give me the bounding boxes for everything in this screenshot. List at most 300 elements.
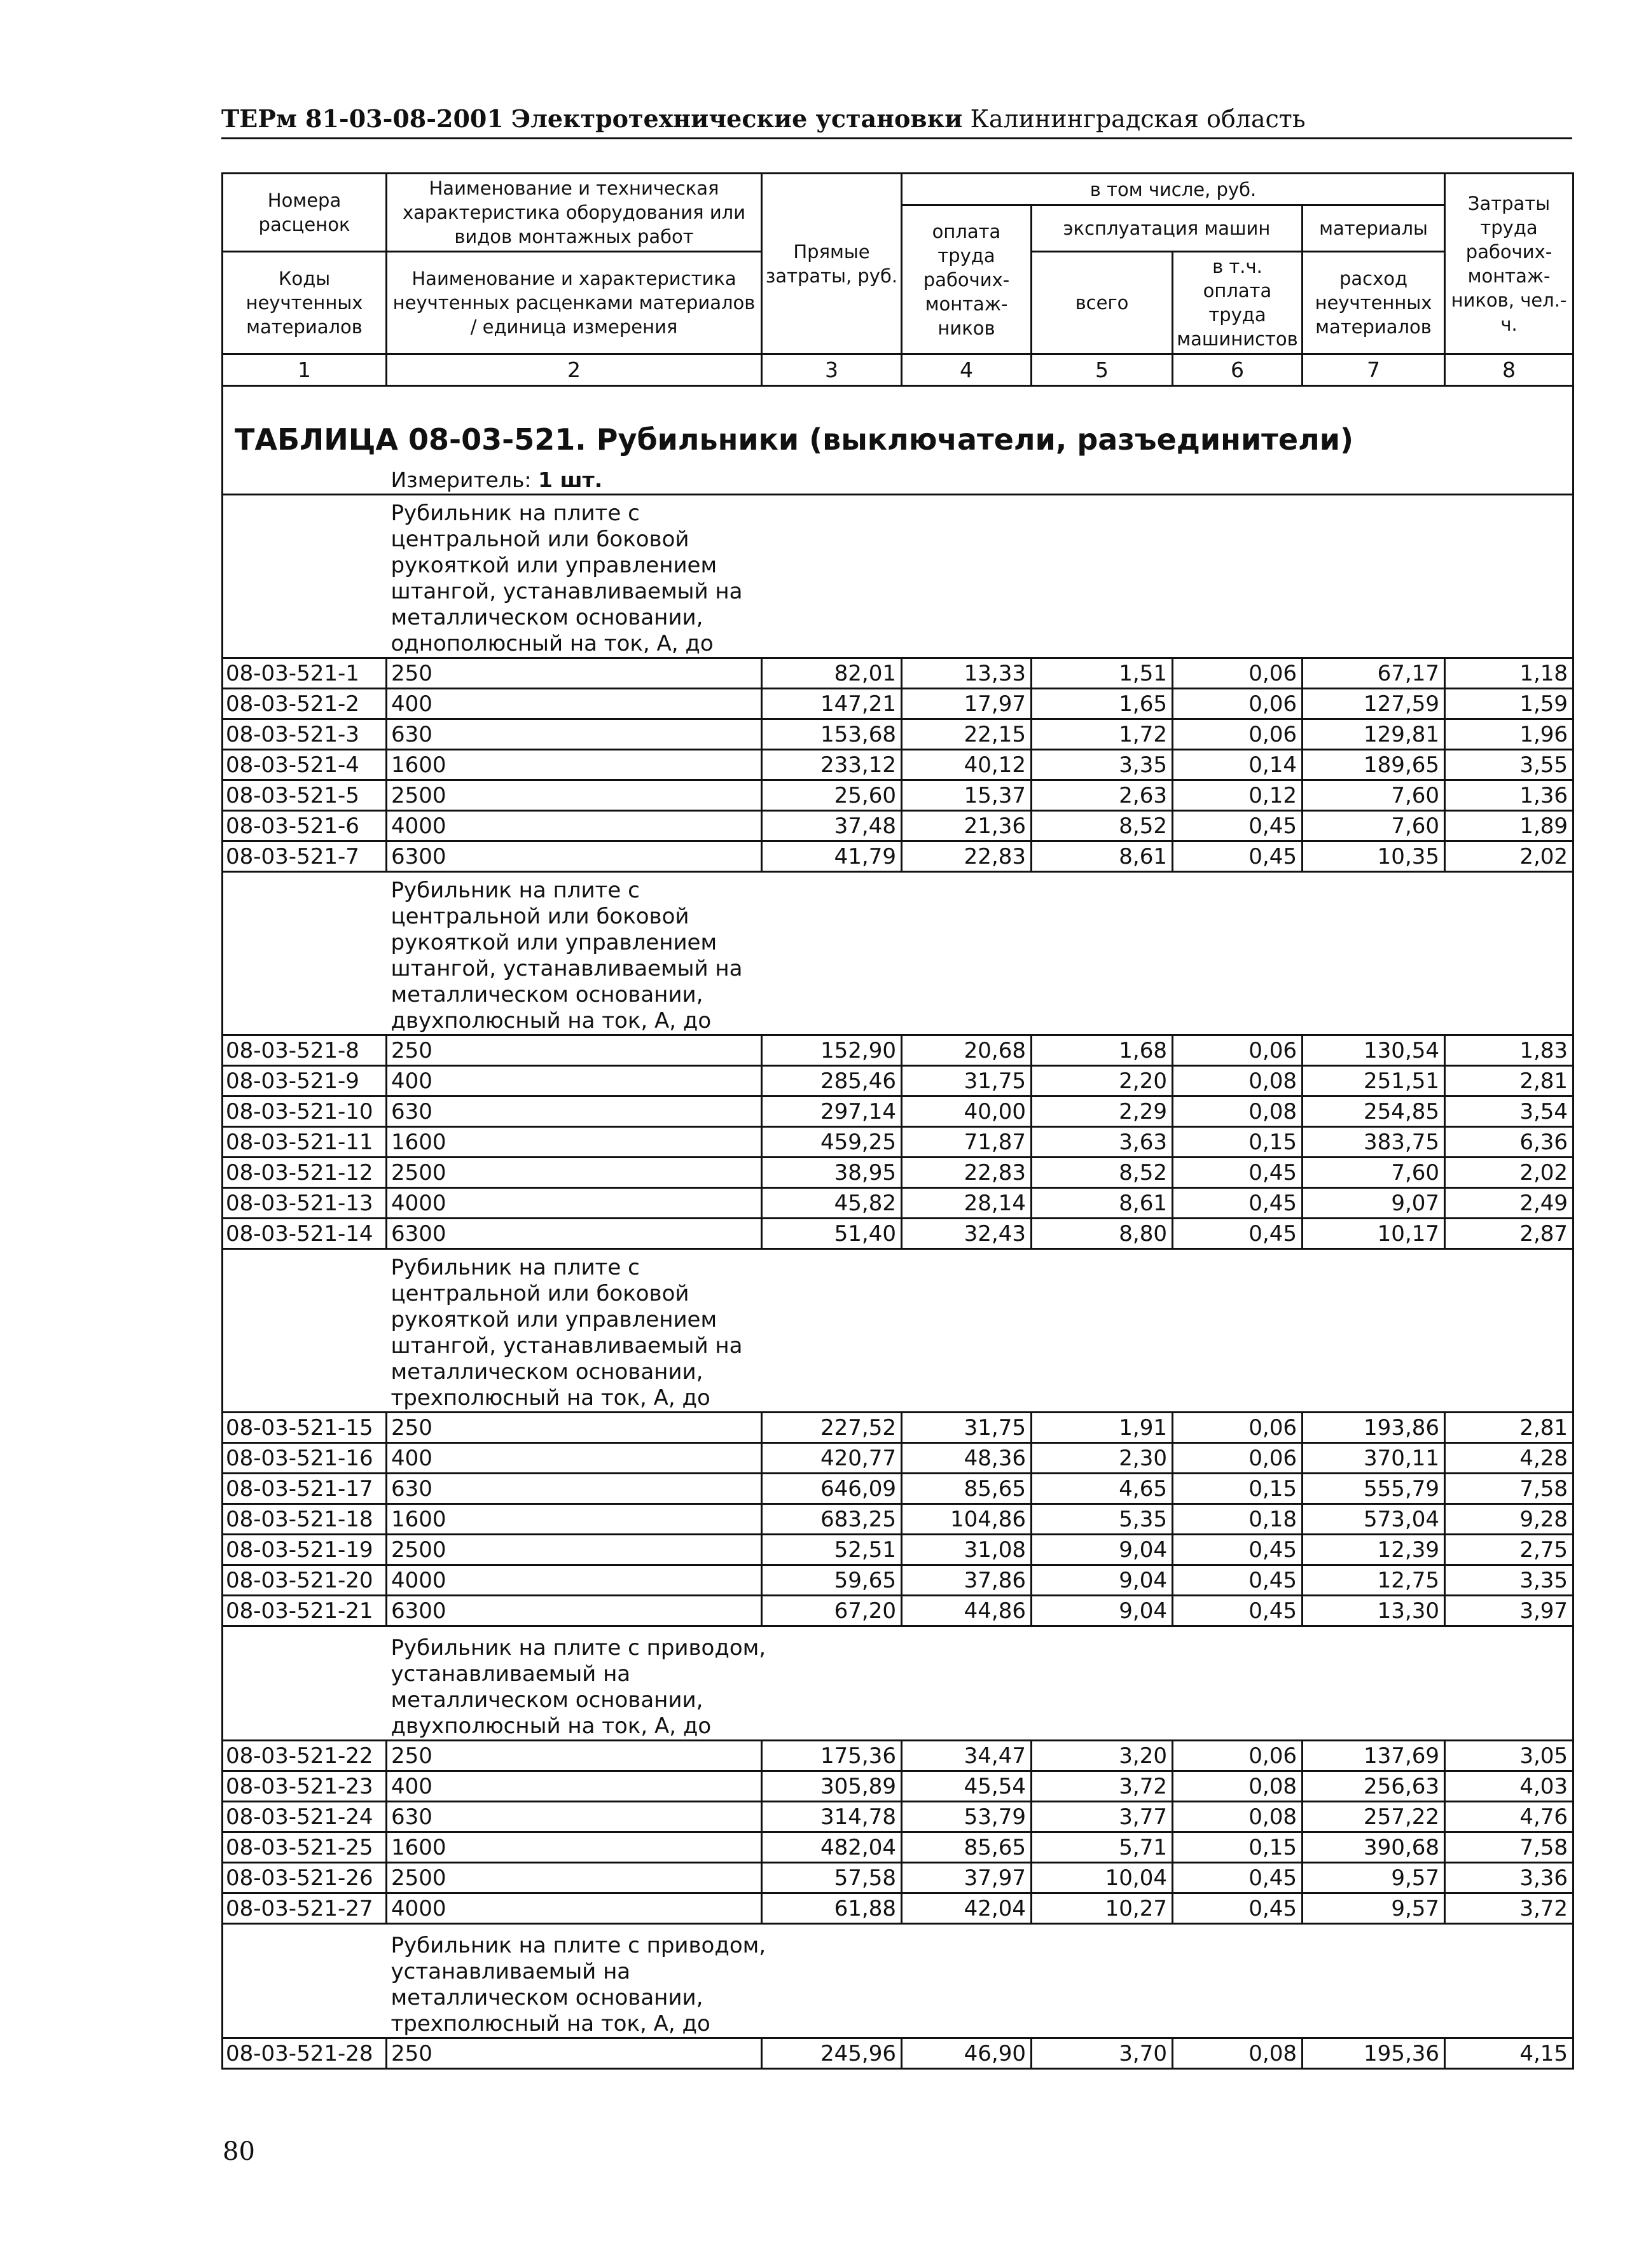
header-machine-operation: эксплуатация машин (1032, 205, 1303, 252)
machinist-pay-cell: 0,45 (1173, 811, 1303, 841)
column-number: 3 (762, 354, 902, 386)
labor-costs-cell: 1,59 (1445, 689, 1573, 719)
worker-pay-cell: 46,90 (902, 2038, 1032, 2069)
current-rating-cell: 4000 (387, 811, 762, 841)
materials-cell: 10,17 (1303, 1219, 1445, 1249)
machine-total-cell: 3,20 (1032, 1741, 1173, 1771)
rate-code-cell: 08-03-521-15 (223, 1413, 387, 1443)
materials-cell: 7,60 (1303, 811, 1445, 841)
rate-code-cell: 08-03-521-5 (223, 780, 387, 811)
machinist-pay-cell: 0,45 (1173, 1565, 1303, 1596)
header-total: всего (1032, 252, 1173, 354)
current-rating-cell: 2500 (387, 1863, 762, 1893)
labor-costs-cell: 2,75 (1445, 1535, 1573, 1565)
worker-pay-cell: 44,86 (902, 1596, 1032, 1626)
labor-costs-cell: 4,28 (1445, 1443, 1573, 1474)
table-row (223, 1832, 1573, 1863)
table-row (223, 689, 1573, 719)
table-row (223, 1565, 1573, 1596)
document-title: Электротехнические установки (511, 104, 963, 133)
rate-code-cell: 08-03-521-16 (223, 1443, 387, 1474)
materials-cell: 195,36 (1303, 2038, 1445, 2069)
machine-total-cell: 2,20 (1032, 1066, 1173, 1096)
direct-costs-cell: 38,95 (762, 1158, 902, 1188)
section-description: Рубильник на плите с приводом, устанавливаемый на металлическом основании, трехполюсный на ток, А, до (387, 1924, 1573, 2038)
direct-costs-cell: 646,09 (762, 1474, 902, 1504)
table-row (223, 1066, 1573, 1096)
header-labor-costs: Затраты труда рабочих-монтаж-ников, чел.-ч. (1445, 174, 1573, 354)
machine-total-cell: 1,91 (1032, 1413, 1173, 1443)
labor-costs-cell: 4,76 (1445, 1802, 1573, 1832)
section-description: Рубильник на плите с приводом, устанавливаемый на металлическом основании, двухполюсный на ток, А, до (387, 1626, 1573, 1741)
rate-code-cell: 08-03-521-26 (223, 1863, 387, 1893)
direct-costs-cell: 297,14 (762, 1096, 902, 1127)
header-rate-numbers: Номера расценок (223, 174, 387, 252)
worker-pay-cell: 31,08 (902, 1535, 1032, 1565)
current-rating-cell: 6300 (387, 1596, 762, 1626)
table-row (223, 1893, 1573, 1924)
worker-pay-cell: 85,65 (902, 1474, 1032, 1504)
materials-cell: 12,75 (1303, 1565, 1445, 1596)
header-worker-pay: оплата труда рабочих-монтаж-ников (902, 205, 1032, 354)
machinist-pay-cell: 0,14 (1173, 750, 1303, 780)
rate-code-cell: 08-03-521-2 (223, 689, 387, 719)
current-rating-cell: 630 (387, 1474, 762, 1504)
machinist-pay-cell: 0,45 (1173, 1158, 1303, 1188)
materials-cell: 10,35 (1303, 841, 1445, 872)
labor-costs-cell: 2,81 (1445, 1066, 1573, 1096)
rate-code-cell: 08-03-521-1 (223, 658, 387, 689)
section-description-row (223, 872, 1573, 1035)
materials-cell: 9,07 (1303, 1188, 1445, 1219)
direct-costs-cell: 305,89 (762, 1771, 902, 1802)
table-row (223, 1771, 1573, 1802)
rate-code-cell: 08-03-521-17 (223, 1474, 387, 1504)
blank-cell (223, 1249, 387, 1413)
machinist-pay-cell: 0,15 (1173, 1832, 1303, 1863)
current-rating-cell: 6300 (387, 1219, 762, 1249)
machine-total-cell: 10,27 (1032, 1893, 1173, 1924)
header-including: в том числе, руб. (902, 174, 1445, 205)
worker-pay-cell: 53,79 (902, 1802, 1032, 1832)
blank-cell (223, 1924, 387, 2038)
current-rating-cell: 250 (387, 1035, 762, 1066)
table-row (223, 2038, 1573, 2069)
worker-pay-cell: 31,75 (902, 1066, 1032, 1096)
machine-total-cell: 1,51 (1032, 658, 1173, 689)
table-row (223, 1127, 1573, 1158)
section-description-row (223, 1249, 1573, 1413)
materials-cell: 7,60 (1303, 1158, 1445, 1188)
current-rating-cell: 1600 (387, 1504, 762, 1535)
direct-costs-cell: 285,46 (762, 1066, 902, 1096)
column-number: 6 (1173, 354, 1303, 386)
table-row (223, 1413, 1573, 1443)
current-rating-cell: 1600 (387, 1832, 762, 1863)
current-rating-cell: 2500 (387, 1158, 762, 1188)
machine-total-cell: 3,63 (1032, 1127, 1173, 1158)
labor-costs-cell: 2,81 (1445, 1413, 1573, 1443)
rate-code-cell: 08-03-521-7 (223, 841, 387, 872)
table-row (223, 811, 1573, 841)
current-rating-cell: 400 (387, 1771, 762, 1802)
labor-costs-cell: 1,83 (1445, 1035, 1573, 1066)
direct-costs-cell: 41,79 (762, 841, 902, 872)
machine-total-cell: 8,52 (1032, 1158, 1173, 1188)
machine-total-cell: 5,35 (1032, 1504, 1173, 1535)
labor-costs-cell: 2,02 (1445, 1158, 1573, 1188)
table-title: ТАБЛИЦА 08-03-521. Рубильники (выключатели, разъединители) (223, 386, 1573, 465)
rate-code-cell: 08-03-521-4 (223, 750, 387, 780)
materials-cell: 137,69 (1303, 1741, 1445, 1771)
table-row (223, 1474, 1573, 1504)
materials-cell: 193,86 (1303, 1413, 1445, 1443)
direct-costs-cell: 152,90 (762, 1035, 902, 1066)
materials-cell: 251,51 (1303, 1066, 1445, 1096)
machinist-pay-cell: 0,06 (1173, 1035, 1303, 1066)
worker-pay-cell: 40,00 (902, 1096, 1032, 1127)
machine-total-cell: 2,63 (1032, 780, 1173, 811)
worker-pay-cell: 31,75 (902, 1413, 1032, 1443)
direct-costs-cell: 37,48 (762, 811, 902, 841)
materials-cell: 9,57 (1303, 1863, 1445, 1893)
worker-pay-cell: 34,47 (902, 1741, 1032, 1771)
machine-total-cell: 9,04 (1032, 1535, 1173, 1565)
rate-code-cell: 08-03-521-20 (223, 1565, 387, 1596)
direct-costs-cell: 245,96 (762, 2038, 902, 2069)
worker-pay-cell: 28,14 (902, 1188, 1032, 1219)
header-materials: материалы (1303, 205, 1445, 252)
materials-cell: 67,17 (1303, 658, 1445, 689)
current-rating-cell: 2500 (387, 780, 762, 811)
labor-costs-cell: 2,49 (1445, 1188, 1573, 1219)
column-number: 1 (223, 354, 387, 386)
machine-total-cell: 1,68 (1032, 1035, 1173, 1066)
machine-total-cell: 4,65 (1032, 1474, 1173, 1504)
materials-cell: 257,22 (1303, 1802, 1445, 1832)
machinist-pay-cell: 0,45 (1173, 1188, 1303, 1219)
materials-cell: 573,04 (1303, 1504, 1445, 1535)
current-rating-cell: 2500 (387, 1535, 762, 1565)
machinist-pay-cell: 0,08 (1173, 1066, 1303, 1096)
machine-total-cell: 3,70 (1032, 2038, 1173, 2069)
rate-code-cell: 08-03-521-9 (223, 1066, 387, 1096)
machine-total-cell: 8,52 (1032, 811, 1173, 841)
machinist-pay-cell: 0,45 (1173, 1219, 1303, 1249)
table-row (223, 750, 1573, 780)
machine-total-cell: 8,80 (1032, 1219, 1173, 1249)
labor-costs-cell: 6,36 (1445, 1127, 1573, 1158)
machinist-pay-cell: 0,15 (1173, 1474, 1303, 1504)
machine-total-cell: 5,71 (1032, 1832, 1173, 1863)
direct-costs-cell: 420,77 (762, 1443, 902, 1474)
direct-costs-cell: 61,88 (762, 1893, 902, 1924)
current-rating-cell: 1600 (387, 750, 762, 780)
current-rating-cell: 630 (387, 719, 762, 750)
table-row (223, 1535, 1573, 1565)
direct-costs-cell: 482,04 (762, 1832, 902, 1863)
materials-cell: 130,54 (1303, 1035, 1445, 1066)
measurer-value: 1 шт. (538, 467, 603, 492)
direct-costs-cell: 51,40 (762, 1219, 902, 1249)
direct-costs-cell: 67,20 (762, 1596, 902, 1626)
direct-costs-cell: 227,52 (762, 1413, 902, 1443)
table-row (223, 1219, 1573, 1249)
machinist-pay-cell: 0,06 (1173, 1413, 1303, 1443)
machinist-pay-cell: 0,06 (1173, 658, 1303, 689)
section-description-row (223, 1626, 1573, 1741)
machine-total-cell: 9,04 (1032, 1596, 1173, 1626)
section-description-row (223, 1924, 1573, 2038)
labor-costs-cell: 4,15 (1445, 2038, 1573, 2069)
rate-code-cell: 08-03-521-23 (223, 1771, 387, 1802)
worker-pay-cell: 32,43 (902, 1219, 1032, 1249)
blank-cell (223, 872, 387, 1035)
column-number: 5 (1032, 354, 1173, 386)
machinist-pay-cell: 0,45 (1173, 1893, 1303, 1924)
labor-costs-cell: 3,36 (1445, 1863, 1573, 1893)
materials-cell: 256,63 (1303, 1771, 1445, 1802)
materials-cell: 12,39 (1303, 1535, 1445, 1565)
machine-total-cell: 8,61 (1032, 841, 1173, 872)
worker-pay-cell: 13,33 (902, 658, 1032, 689)
column-number: 4 (902, 354, 1032, 386)
current-rating-cell: 4000 (387, 1565, 762, 1596)
worker-pay-cell: 37,97 (902, 1863, 1032, 1893)
worker-pay-cell: 20,68 (902, 1035, 1032, 1066)
current-rating-cell: 1600 (387, 1127, 762, 1158)
current-rating-cell: 250 (387, 658, 762, 689)
table-row (223, 1504, 1573, 1535)
worker-pay-cell: 42,04 (902, 1893, 1032, 1924)
materials-cell: 189,65 (1303, 750, 1445, 780)
materials-cell: 254,85 (1303, 1096, 1445, 1127)
direct-costs-cell: 153,68 (762, 719, 902, 750)
table-row (223, 780, 1573, 811)
measurer-label: Измеритель: (391, 467, 532, 492)
column-number: 7 (1303, 354, 1445, 386)
header-machinist-pay: в т.ч. оплата труда машинистов (1173, 252, 1303, 354)
worker-pay-cell: 71,87 (902, 1127, 1032, 1158)
blank-cell (223, 1626, 387, 1741)
current-rating-cell: 4000 (387, 1188, 762, 1219)
rate-code-cell: 08-03-521-27 (223, 1893, 387, 1924)
labor-costs-cell: 1,36 (1445, 780, 1573, 811)
region-name: Калининградская область (970, 105, 1306, 133)
worker-pay-cell: 21,36 (902, 811, 1032, 841)
worker-pay-cell: 37,86 (902, 1565, 1032, 1596)
worker-pay-cell: 48,36 (902, 1443, 1032, 1474)
machine-total-cell: 1,65 (1032, 689, 1173, 719)
machinist-pay-cell: 0,08 (1173, 1096, 1303, 1127)
labor-costs-cell: 4,03 (1445, 1771, 1573, 1802)
rate-code-cell: 08-03-521-19 (223, 1535, 387, 1565)
labor-costs-cell: 3,72 (1445, 1893, 1573, 1924)
labor-costs-cell: 3,54 (1445, 1096, 1573, 1127)
column-number: 2 (387, 354, 762, 386)
machinist-pay-cell: 0,45 (1173, 1596, 1303, 1626)
machine-total-cell: 9,04 (1032, 1565, 1173, 1596)
materials-cell: 7,60 (1303, 780, 1445, 811)
rates-table (221, 172, 1574, 2070)
direct-costs-cell: 59,65 (762, 1565, 902, 1596)
header-unaccounted-consumption: расход неучтенных материалов (1303, 252, 1445, 354)
current-rating-cell: 400 (387, 1443, 762, 1474)
worker-pay-cell: 22,83 (902, 841, 1032, 872)
rate-code-cell: 08-03-521-3 (223, 719, 387, 750)
direct-costs-cell: 175,36 (762, 1741, 902, 1771)
current-rating-cell: 630 (387, 1096, 762, 1127)
blank-cell (223, 495, 387, 658)
machinist-pay-cell: 0,45 (1173, 1535, 1303, 1565)
direct-costs-cell: 459,25 (762, 1127, 902, 1158)
machine-total-cell: 10,04 (1032, 1863, 1173, 1893)
rate-code-cell: 08-03-521-11 (223, 1127, 387, 1158)
worker-pay-cell: 40,12 (902, 750, 1032, 780)
rate-code-cell: 08-03-521-18 (223, 1504, 387, 1535)
rate-code-cell: 08-03-521-14 (223, 1219, 387, 1249)
direct-costs-cell: 82,01 (762, 658, 902, 689)
current-rating-cell: 6300 (387, 841, 762, 872)
materials-cell: 370,11 (1303, 1443, 1445, 1474)
worker-pay-cell: 45,54 (902, 1771, 1032, 1802)
section-description-row (223, 495, 1573, 658)
materials-cell: 9,57 (1303, 1893, 1445, 1924)
labor-costs-cell: 7,58 (1445, 1832, 1573, 1863)
labor-costs-cell: 1,96 (1445, 719, 1573, 750)
direct-costs-cell: 57,58 (762, 1863, 902, 1893)
table-row (223, 719, 1573, 750)
machinist-pay-cell: 0,12 (1173, 780, 1303, 811)
materials-cell: 555,79 (1303, 1474, 1445, 1504)
table-row (223, 1188, 1573, 1219)
current-rating-cell: 630 (387, 1802, 762, 1832)
current-rating-cell: 400 (387, 689, 762, 719)
materials-cell: 127,59 (1303, 689, 1445, 719)
labor-costs-cell: 3,05 (1445, 1741, 1573, 1771)
rate-code-cell: 08-03-521-21 (223, 1596, 387, 1626)
rate-code-cell: 08-03-521-12 (223, 1158, 387, 1188)
current-rating-cell: 250 (387, 1413, 762, 1443)
current-rating-cell: 250 (387, 1741, 762, 1771)
rate-code-cell: 08-03-521-10 (223, 1096, 387, 1127)
column-numbers-row (223, 354, 1573, 386)
machine-total-cell: 8,61 (1032, 1188, 1173, 1219)
worker-pay-cell: 85,65 (902, 1832, 1032, 1863)
machinist-pay-cell: 0,08 (1173, 1771, 1303, 1802)
machine-total-cell: 2,30 (1032, 1443, 1173, 1474)
machinist-pay-cell: 0,45 (1173, 1863, 1303, 1893)
section-description: Рубильник на плите с центральной или боковой рукояткой или управлением штангой, устанавливаемый на металлическом основании, трехполюсный на ток, А, до (387, 1249, 1573, 1413)
current-rating-cell: 4000 (387, 1893, 762, 1924)
rate-code-cell: 08-03-521-13 (223, 1188, 387, 1219)
labor-costs-cell: 2,02 (1445, 841, 1573, 872)
rate-code-cell: 08-03-521-25 (223, 1832, 387, 1863)
machine-total-cell: 3,72 (1032, 1771, 1173, 1802)
machinist-pay-cell: 0,15 (1173, 1127, 1303, 1158)
machinist-pay-cell: 0,06 (1173, 1741, 1303, 1771)
rate-code-cell: 08-03-521-8 (223, 1035, 387, 1066)
table-row (223, 1741, 1573, 1771)
labor-costs-cell: 3,55 (1445, 750, 1573, 780)
page-header (221, 103, 1572, 139)
rate-code-cell: 08-03-521-22 (223, 1741, 387, 1771)
materials-cell: 13,30 (1303, 1596, 1445, 1626)
direct-costs-cell: 25,60 (762, 780, 902, 811)
rate-code-cell: 08-03-521-28 (223, 2038, 387, 2069)
rate-code-cell: 08-03-521-24 (223, 1802, 387, 1832)
column-number: 8 (1445, 354, 1573, 386)
direct-costs-cell: 683,25 (762, 1504, 902, 1535)
current-rating-cell: 250 (387, 2038, 762, 2069)
section-description: Рубильник на плите с центральной или боковой рукояткой или управлением штангой, устанавливаемый на металлическом основании, двухполюсный на ток, А, до (387, 872, 1573, 1035)
header-direct-costs: Прямые затраты, руб. (762, 174, 902, 354)
table-row (223, 1158, 1573, 1188)
table-row (223, 1096, 1573, 1127)
header-unaccounted-names: Наименование и характеристика неучтенных расценками материалов / единица измерения (387, 252, 762, 354)
materials-cell: 383,75 (1303, 1127, 1445, 1158)
labor-costs-cell: 9,28 (1445, 1504, 1573, 1535)
direct-costs-cell: 45,82 (762, 1188, 902, 1219)
direct-costs-cell: 314,78 (762, 1802, 902, 1832)
machinist-pay-cell: 0,08 (1173, 2038, 1303, 2069)
machine-total-cell: 1,72 (1032, 719, 1173, 750)
measurer (387, 464, 1573, 495)
header-unaccounted-codes: Коды неучтенных материалов (223, 252, 387, 354)
machinist-pay-cell: 0,08 (1173, 1802, 1303, 1832)
labor-costs-cell: 1,89 (1445, 811, 1573, 841)
machinist-pay-cell: 0,06 (1173, 719, 1303, 750)
table-row (223, 1035, 1573, 1066)
direct-costs-cell: 147,21 (762, 689, 902, 719)
table-row (223, 1443, 1573, 1474)
labor-costs-cell: 2,87 (1445, 1219, 1573, 1249)
table-row (223, 658, 1573, 689)
blank-cell (223, 464, 387, 495)
direct-costs-cell: 233,12 (762, 750, 902, 780)
materials-cell: 129,81 (1303, 719, 1445, 750)
direct-costs-cell: 52,51 (762, 1535, 902, 1565)
machinist-pay-cell: 0,06 (1173, 1443, 1303, 1474)
worker-pay-cell: 104,86 (902, 1504, 1032, 1535)
document-code: ТЕРм 81-03-08-2001 (221, 104, 504, 133)
labor-costs-cell: 3,35 (1445, 1565, 1573, 1596)
current-rating-cell: 400 (387, 1066, 762, 1096)
table-row (223, 1802, 1573, 1832)
worker-pay-cell: 17,97 (902, 689, 1032, 719)
machine-total-cell: 3,77 (1032, 1802, 1173, 1832)
header-name-characteristics: Наименование и техническая характеристика оборудования или видов монтажных работ (387, 174, 762, 252)
table-row (223, 1596, 1573, 1626)
machine-total-cell: 3,35 (1032, 750, 1173, 780)
table-row (223, 1863, 1573, 1893)
section-description: Рубильник на плите с центральной или боковой рукояткой или управлением штангой, устанавливаемый на металлическом основании, однополюсный на ток, А, до (387, 495, 1573, 658)
labor-costs-cell: 3,97 (1445, 1596, 1573, 1626)
worker-pay-cell: 15,37 (902, 780, 1032, 811)
materials-cell: 390,68 (1303, 1832, 1445, 1863)
labor-costs-cell: 7,58 (1445, 1474, 1573, 1504)
table-row (223, 841, 1573, 872)
machinist-pay-cell: 0,18 (1173, 1504, 1303, 1535)
worker-pay-cell: 22,15 (902, 719, 1032, 750)
labor-costs-cell: 1,18 (1445, 658, 1573, 689)
worker-pay-cell: 22,83 (902, 1158, 1032, 1188)
machine-total-cell: 2,29 (1032, 1096, 1173, 1127)
rate-code-cell: 08-03-521-6 (223, 811, 387, 841)
page-number: 80 (223, 2137, 255, 2166)
machinist-pay-cell: 0,45 (1173, 841, 1303, 872)
machinist-pay-cell: 0,06 (1173, 689, 1303, 719)
